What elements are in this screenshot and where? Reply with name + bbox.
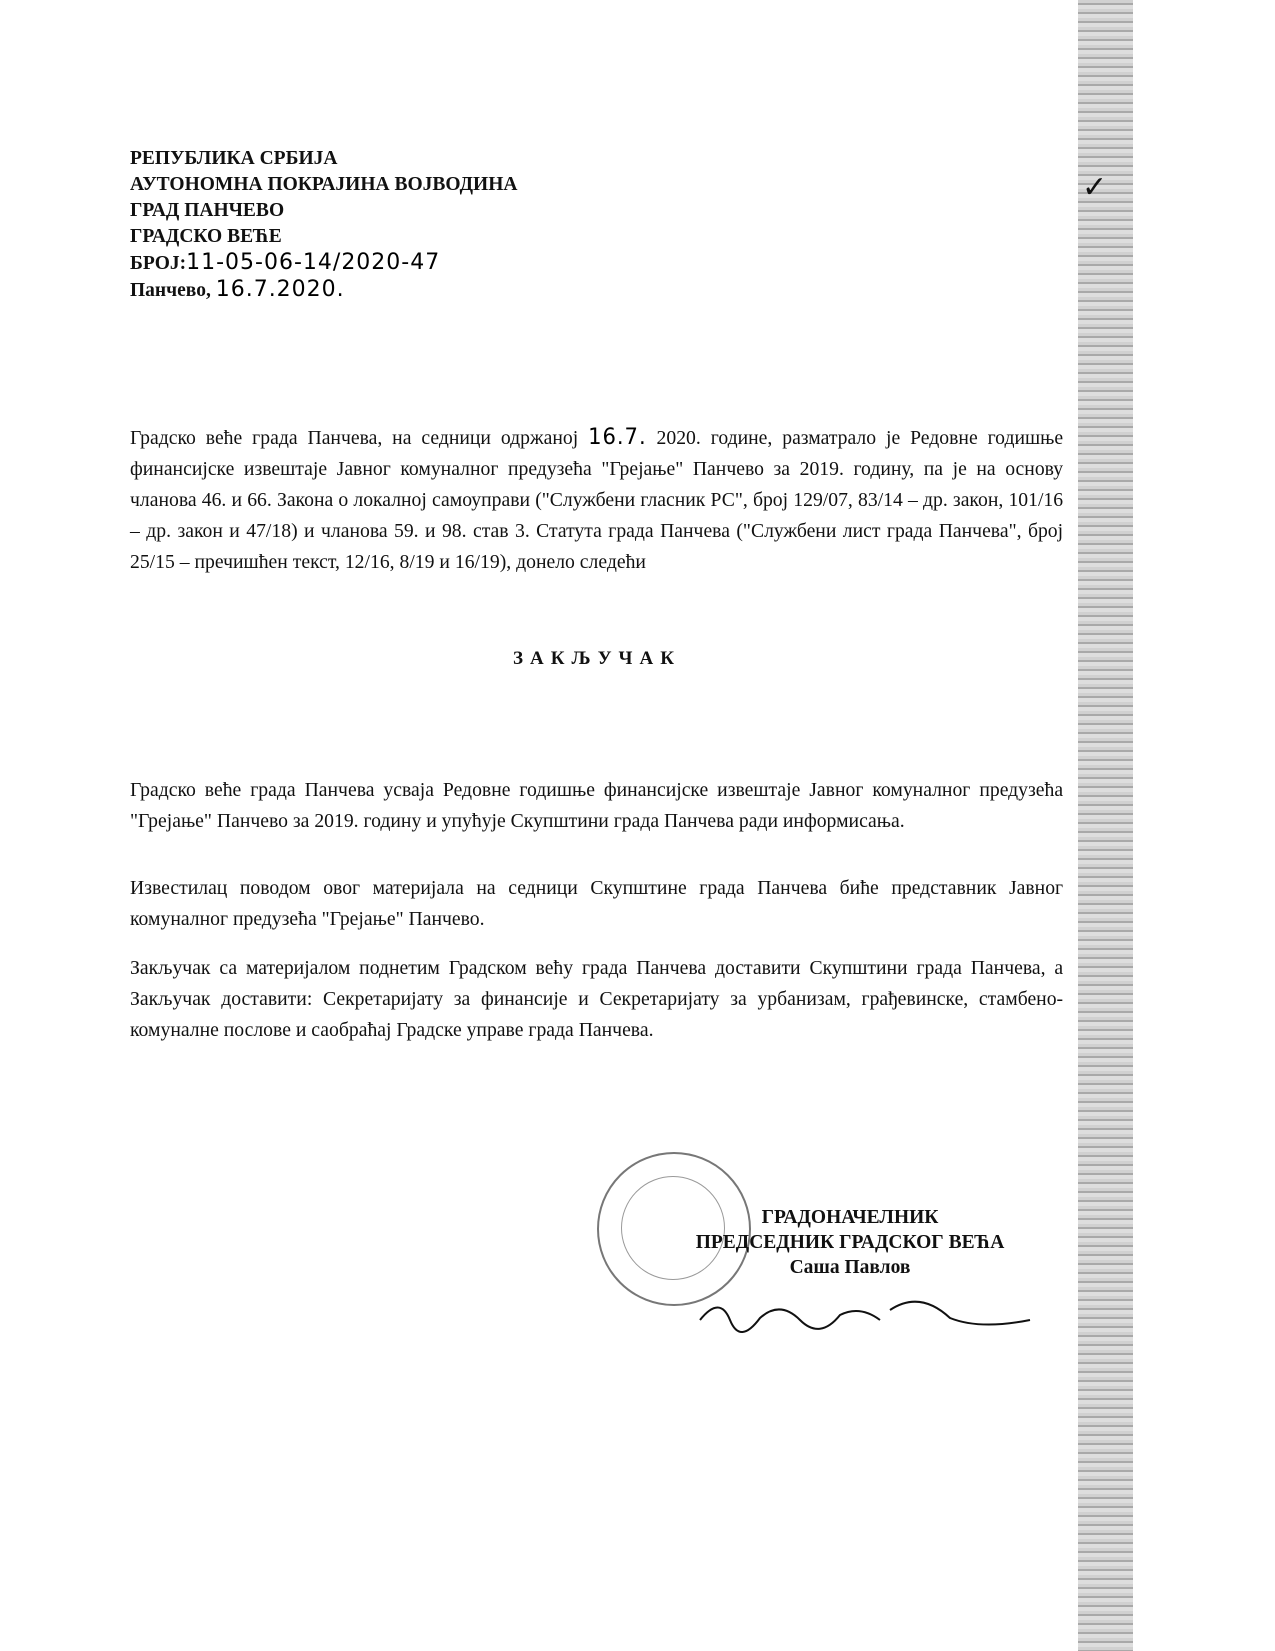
header-line: ГРАДСКО ВЕЋЕ (130, 226, 282, 247)
number-label: БРОЈ: (130, 253, 187, 274)
number-value-handwritten: 11-05-06-14/2020-47 (186, 250, 441, 275)
signatory-role: ПРЕДСЕДНИК ГРАДСКОГ ВЕЋА (695, 1232, 1005, 1253)
preamble-text: Градско веће града Панчева, на седници одржаној (130, 427, 589, 449)
page-margin (1133, 0, 1275, 1651)
session-date-handwritten: 16.7. (588, 425, 647, 450)
signatory-role: ГРАДОНАЧЕЛНИК (761, 1207, 939, 1228)
body-paragraph: Закључак са материјалом поднетим Градском већу града Панчева доставити Скупштини града Панчева, а Закључак доставити: Секретаријату за финансије и Секретаријату за урбанизам, грађевинске, стамбено-комуналне послове и саобраћај Градске управе града Панчева. (130, 957, 1064, 1041)
document-date (130, 277, 517, 304)
place-label: Панчево, (130, 280, 211, 301)
body-paragraph: Известилац поводом овог материјала на седници Скупштине града Панчева биће представник Јавног комуналног предузећа "Грејање" Панчево. (130, 877, 1064, 930)
signatory-name: Саша Павлов (789, 1257, 911, 1278)
handwritten-signature (690, 1290, 1050, 1340)
header-line: ГРАД ПАНЧЕВО (130, 200, 285, 221)
signature-block (670, 1205, 1030, 1280)
date-handwritten: 16.7.2020. (215, 277, 345, 302)
body-paragraph: Градско веће града Панчева усваја Редовне годишње финансијске извештаје Јавног комуналног предузећа "Грејање" Панчево за 2019. годину и упућује Скупштини града Панчева ради информисања. (130, 779, 1064, 832)
preamble-paragraph (130, 422, 1063, 578)
preamble-text: 2020. године, разматрало је Редовне годишње финансијске извештаје Јавног комуналног предузећа "Грејање" Панчево за 2019. годину, па је на основу чланова 46. и 66. Закона о локалној самоуправи ("Службени гласник РС", број 129/07, 83/14 – др. закон, 101/16 – др. закон и 47/18) и чланова 59. и 98. став 3. Статута града Панчева ("Службени лист града Панчева", број 25/15 – пречишћен текст, 12/16, 8/19 и 16/19), донело следећи (130, 427, 1064, 573)
document-title: ЗАКЉУЧАК (513, 648, 681, 669)
header-line: РЕПУБЛИКА СРБИЈА (130, 148, 338, 169)
checkmark-icon: ✓ (1082, 170, 1108, 205)
scan-edge (1078, 0, 1133, 1651)
document-header (130, 146, 517, 304)
header-line: АУТОНОМНА ПОКРАЈИНА ВОЈВОДИНА (130, 174, 518, 195)
document-number (130, 250, 517, 277)
